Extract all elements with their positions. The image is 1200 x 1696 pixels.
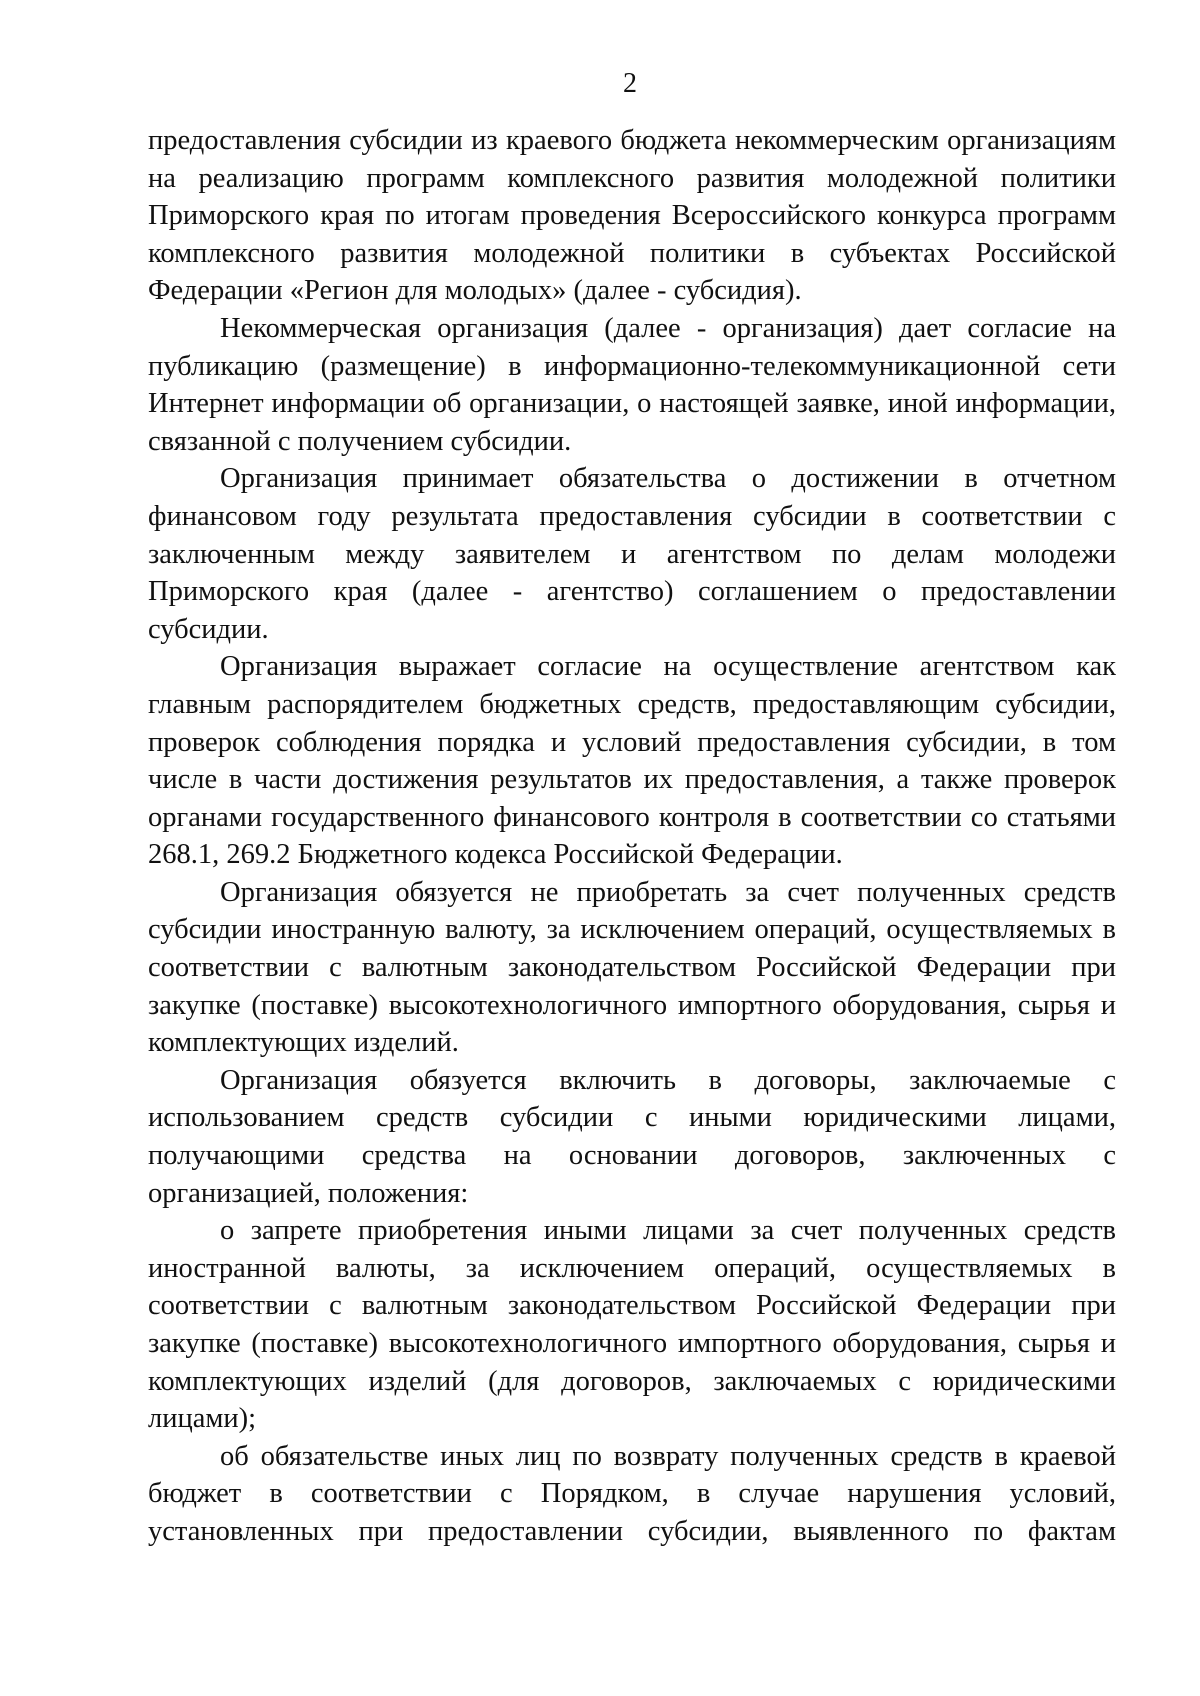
text-line: получающими средства на основании договоров, заключенных с [148, 1140, 1116, 1172]
text-line: соответствии с валютным законодательством Российской Федерации при [148, 1290, 1116, 1322]
paragraph-p1 [148, 122, 1116, 310]
text-line: Некоммерческая организация (далее - организация) дает согласие на [220, 312, 1116, 344]
text-line: закупке (поставке) высокотехнологичного импортного оборудования, сырья и [148, 1328, 1116, 1359]
text-line: иностранной валюты, за исключением операций, осуществляемых в [148, 1252, 1116, 1284]
text-line: закупке (поставке) высокотехнологичного импортного оборудования, сырья и [148, 989, 1116, 1021]
paragraph-p2 [148, 310, 1116, 460]
text-line: проверок соблюдения порядка и условий предоставления субсидии, в том [148, 726, 1116, 758]
text-line: органами государственного финансового контроля в соответствии со статьями [148, 801, 1116, 833]
text-line: Приморского края (далее - агентство) соглашением о предоставлении [148, 576, 1116, 608]
document-body [148, 122, 1116, 1551]
text-line: финансовом году результата предоставления субсидии в соответствии с [148, 500, 1116, 532]
text-line: Организация выражает согласие на осуществление агентством как [220, 651, 1116, 683]
text-line: организацией, положения: [148, 1177, 469, 1209]
text-line: на реализацию программ комплексного развития молодежной политики [148, 162, 1116, 194]
paragraph-p7 [148, 1212, 1116, 1438]
text-line: об обязательстве иных лиц по возврату полученных средств в краевой [220, 1440, 1116, 1472]
text-line: главным распорядителем бюджетных средств, предоставляющим субсидии, [148, 688, 1116, 720]
text-line: комплектующих изделий (для договоров, заключаемых с юридическими [148, 1365, 1116, 1397]
paragraph-p3 [148, 460, 1116, 648]
text-line: связанной с получением субсидии. [148, 425, 572, 457]
text-line: установленных при предоставлении субсидии, выявленного по фактам [148, 1515, 1116, 1547]
text-line: заключенным между заявителем и агентством по делам молодежи [148, 538, 1116, 570]
text-line: о запрете приобретения иными лицами за счет полученных средств [220, 1215, 1116, 1247]
text-line: бюджет в соответствии с Порядком, в случае нарушения условий, [148, 1478, 1116, 1510]
text-line: Организация обязуется включить в договоры, заключаемые с [220, 1064, 1116, 1096]
text-line: использованием средств субсидии с иными юридическими лицами, [148, 1102, 1116, 1134]
text-line: комплектующих изделий. [148, 1027, 459, 1059]
text-line: Приморского края по итогам проведения Всероссийского конкурса программ [148, 200, 1116, 232]
text-line: лицами); [148, 1403, 257, 1435]
paragraph-p8 [148, 1438, 1116, 1551]
text-line: 268.1, 269.2 Бюджетного кодекса Российской Федерации. [148, 839, 843, 871]
text-line: Федерации «Регион для молодых» (далее - субсидия). [148, 275, 802, 307]
paragraph-p4 [148, 648, 1116, 874]
text-line: комплексного развития молодежной политики в субъектах Российской [148, 237, 1116, 269]
paragraph-p5 [148, 874, 1116, 1062]
text-line: публикацию (размещение) в информационно-телекоммуникационной сети [148, 350, 1116, 382]
text-line: соответствии с валютным законодательством Российской Федерации при [148, 952, 1116, 984]
page-number: 2 [623, 68, 637, 99]
text-line: субсидии иностранную валюту, за исключением операций, осуществляемых в [148, 914, 1116, 946]
text-line: предоставления субсидии из краевого бюджета некоммерческим организациям [148, 125, 1116, 156]
text-line: Организация обязуется не приобретать за счет полученных средств [220, 876, 1116, 908]
text-line: Организация принимает обязательства о достижении в отчетном [220, 463, 1116, 495]
text-line: субсидии. [148, 613, 269, 645]
paragraph-p6 [148, 1062, 1116, 1212]
text-line: Интернет информации об организации, о настоящей заявке, иной информации, [148, 388, 1116, 420]
text-line: числе в части достижения результатов их предоставления, а также проверок [148, 764, 1116, 796]
